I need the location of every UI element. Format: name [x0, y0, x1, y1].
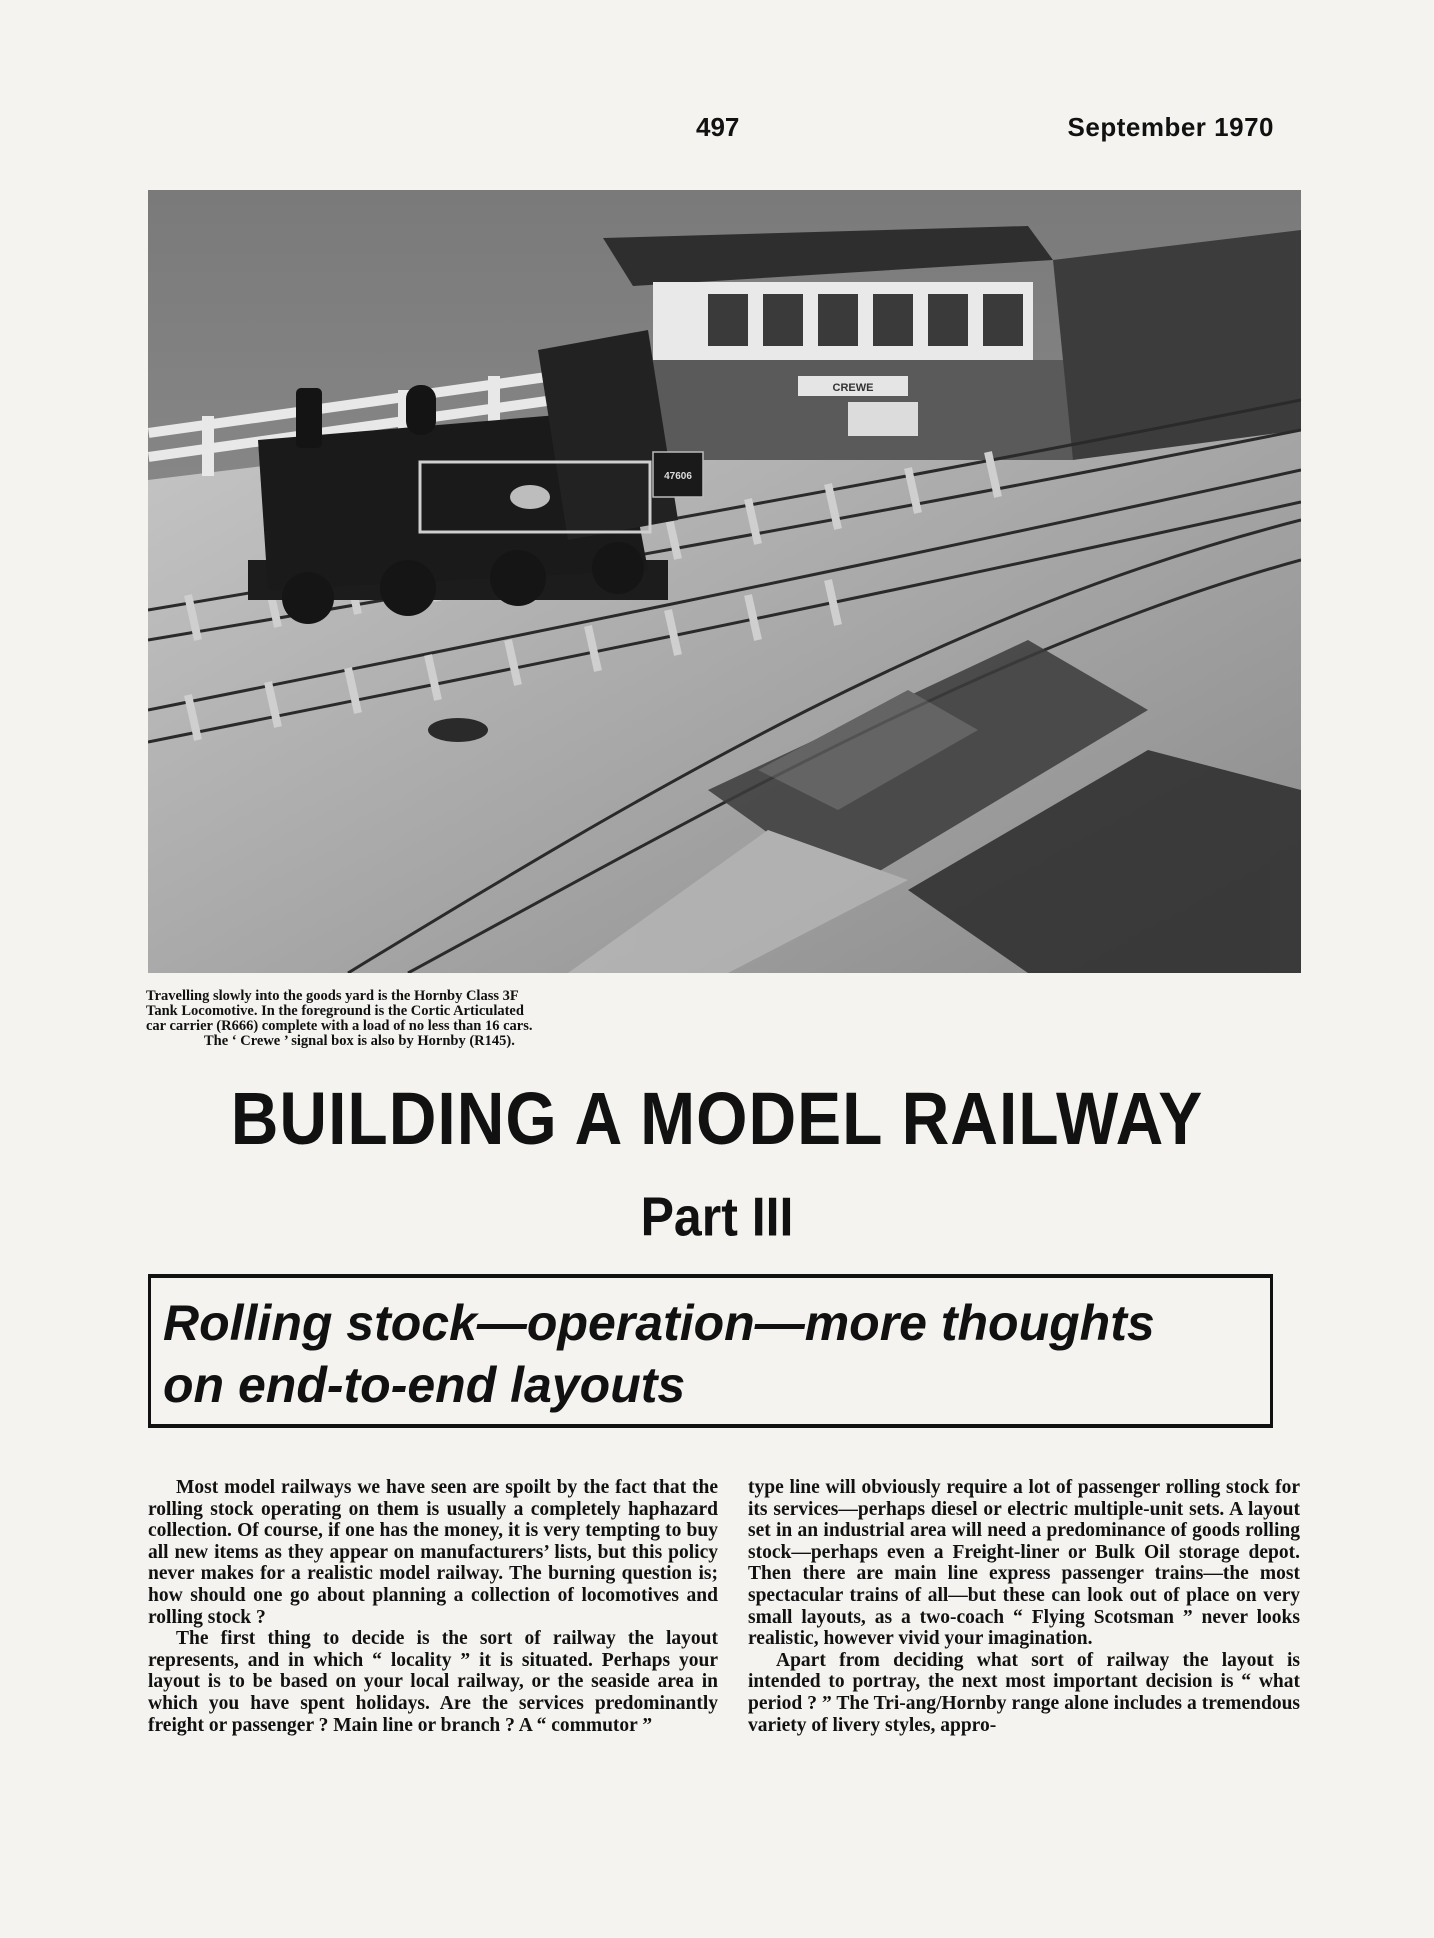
caption-line: The ‘ Crewe ’ signal box is also by Hornby (R145). [204, 1033, 515, 1049]
loco-number: 47606 [664, 471, 692, 482]
body-column-left [148, 1477, 718, 1736]
caption-line: car carrier (R666) complete with a load of no less than 16 cars. [146, 1018, 533, 1034]
standfirst-line-2: on end-to-end layouts [163, 1357, 686, 1413]
page-header [0, 112, 1434, 152]
body-column-right [748, 1477, 1300, 1736]
article-subtitle: Part III [640, 1186, 794, 1248]
photo-caption [146, 989, 706, 1049]
standfirst-box [148, 1274, 1273, 1428]
body-paragraph: type line will obviously require a lot of passenger rolling stock for its services—perhaps diesel or electric multiple-unit sets. A layout set in an industrial area will need a predominance of goods rolling stock—perhaps even a Freight-liner or Bulk Oil storage depot. Then there are main line express passenger trains—the most spectacular trains of all—but these can look out of place on very small layouts, as a two-coach “ Flying Scotsman ” never looks realistic, however vivid your imagination. [748, 1477, 1300, 1650]
page-number: 497 [696, 112, 740, 142]
body-paragraph: The first thing to decide is the sort of railway the layout represents, and in which “ locality ” it is situated. Perhaps your layout is to be based on your local railway, or the seaside area in which you have spent holidays. Are the services predominantly freight or passenger ? Main line or branch ? A “ commutor ” [148, 1628, 718, 1736]
signal-box-sign: CREWE [832, 382, 874, 394]
issue-date: September 1970 [1067, 112, 1274, 142]
standfirst-line-1: Rolling stock—operation—more thoughts [163, 1295, 1155, 1351]
photo-locomotive-signal-box [148, 190, 1301, 973]
article-title: BUILDING A MODEL RAILWAY [230, 1076, 1204, 1160]
caption-line: Tank Locomotive. In the foreground is the Cortic Articulated [146, 1003, 524, 1019]
body-paragraph: Apart from deciding what sort of railway the layout is intended to portray, the next most important decision is “ what period ? ” The Tri-ang/Hornby range alone includes a tremendous variety of livery styles, appro- [748, 1649, 1300, 1736]
body-paragraph: Most model railways we have seen are spoilt by the fact that the rolling stock operating on them is usually a completely haphazard collection. Of course, if one has the money, it is very tempting to buy all new items as they appear on manufacturers’ lists, but this policy never makes for a realistic model railway. The burning question is; how should one go about planning a collection of locomotives and rolling stock ? [148, 1477, 718, 1628]
standfirst [163, 1292, 1270, 1416]
caption-line: Travelling slowly into the goods yard is the Hornby Class 3F [146, 988, 519, 1004]
